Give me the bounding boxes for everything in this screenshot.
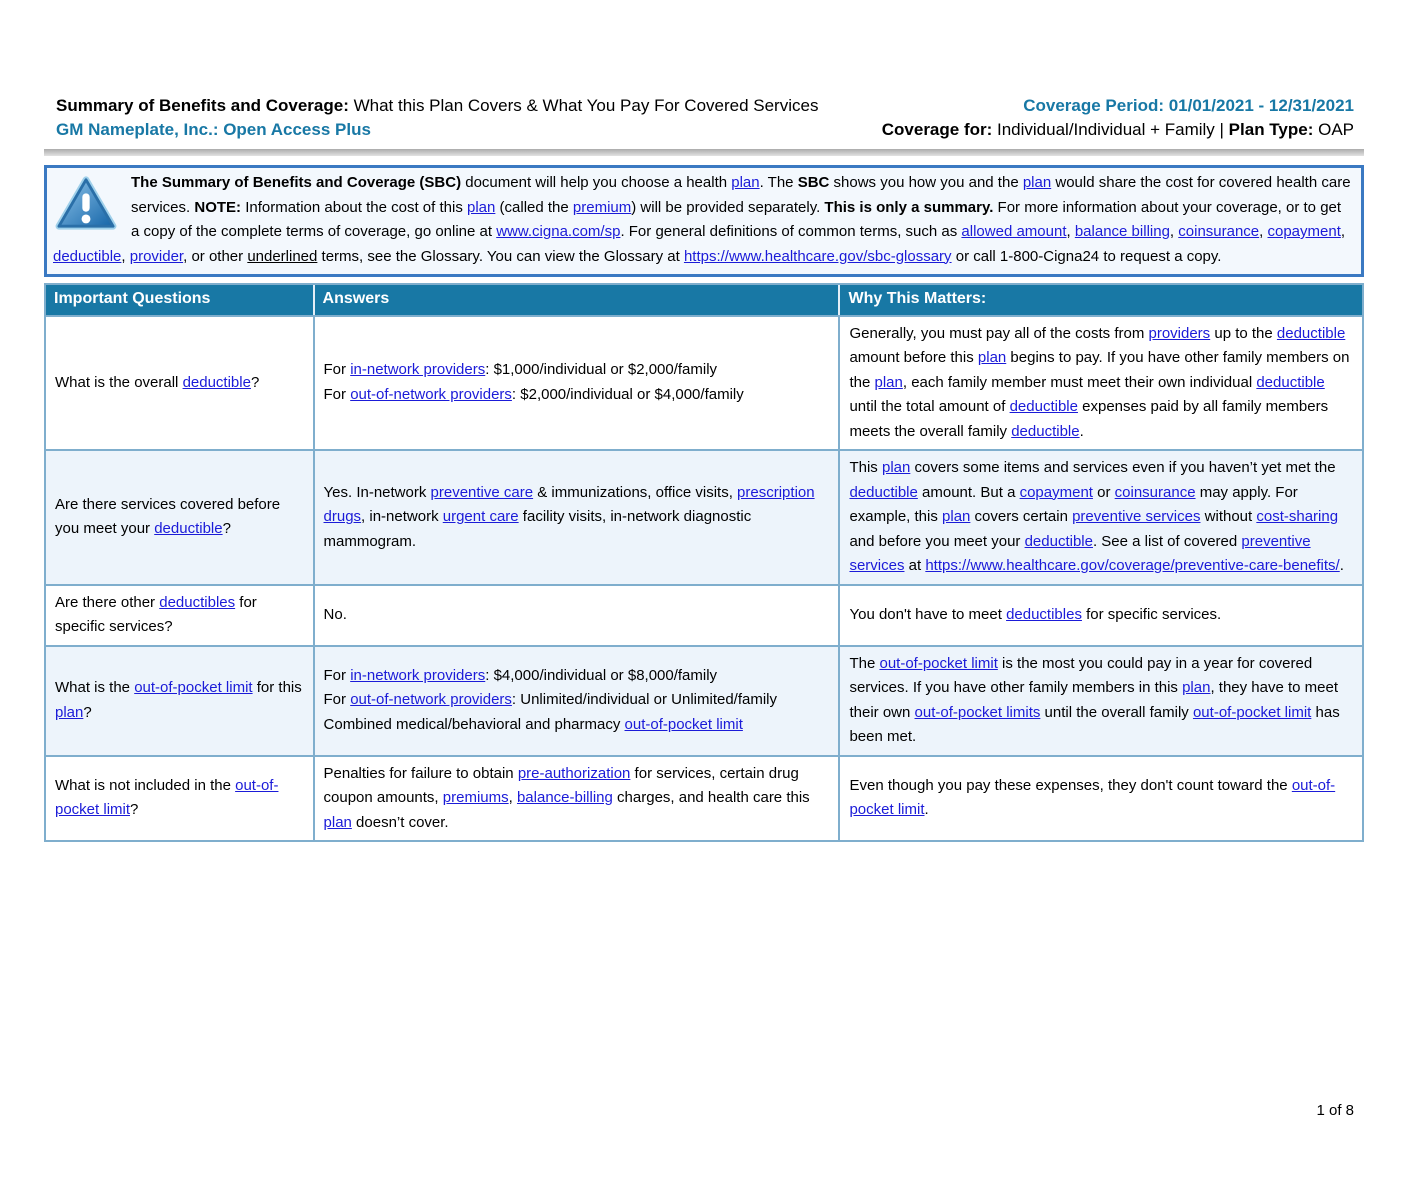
answer-cell <box>313 645 839 755</box>
term-link[interactable]: out-of-network providers <box>350 385 512 403</box>
text-segment: : $4,000/individual or $8,000/family <box>485 666 718 684</box>
term-link[interactable]: preventive care <box>430 483 534 501</box>
text-segment: facility visits, in-network diagnostic mammogram. <box>323 508 752 550</box>
text-segment: . <box>1339 557 1344 574</box>
text-segment: Combined medical/behavioral and pharmacy <box>323 715 625 733</box>
text-segment: . For general definitions of common terms, such as <box>620 223 962 240</box>
benefits-table-body <box>46 315 1362 841</box>
term-link[interactable]: deductible <box>849 483 918 501</box>
text-segment: No. <box>323 605 347 623</box>
notice-box <box>44 165 1364 277</box>
text-segment: , <box>1340 223 1346 240</box>
term-link[interactable]: copayment <box>1267 223 1341 240</box>
text-segment: , or other <box>183 247 248 265</box>
table-row <box>46 755 1362 841</box>
term-link[interactable]: plan <box>874 373 903 391</box>
term-link[interactable]: www.cigna.com/sp <box>496 223 621 240</box>
term-link[interactable]: balance-billing <box>516 789 613 806</box>
text-segment: ? <box>130 801 139 819</box>
table-header-row <box>46 285 1362 315</box>
text-segment: What is the overall <box>55 373 183 391</box>
term-link[interactable]: coinsurance <box>1178 223 1260 240</box>
text-segment: document will help you choose a health <box>461 174 732 191</box>
column-header-answers: Answers <box>313 285 839 315</box>
text-segment: Coverage Period: 01/01/2021 - 12/31/2021 <box>1023 96 1354 115</box>
text-segment: ? <box>250 373 260 391</box>
term-link[interactable]: deductibles <box>1006 605 1082 623</box>
text-segment: : $1,000/individual or $2,000/family <box>485 361 718 379</box>
why-cell <box>838 645 1362 755</box>
benefits-table <box>44 283 1364 842</box>
text-segment: or call 1-800-Cigna24 to request a copy. <box>951 247 1222 265</box>
question-cell <box>46 449 313 584</box>
text-segment: terms, see the Glossary. You can view the Glossary at <box>317 247 684 265</box>
term-link[interactable]: preventive services <box>1072 508 1201 525</box>
text-segment: expenses paid by all family members meets the overall family <box>849 398 1329 440</box>
term-link[interactable]: plan <box>881 459 911 476</box>
page-title <box>56 94 818 118</box>
why-cell <box>838 449 1362 584</box>
term-link[interactable]: plan <box>1022 174 1052 191</box>
text-segment: For <box>323 361 351 379</box>
text-segment: has been met. <box>849 703 1340 745</box>
text-segment: The <box>849 654 880 672</box>
text-segment: until the total amount of <box>849 398 1010 415</box>
term-link[interactable]: deductible <box>1009 398 1078 415</box>
term-link[interactable]: out-of-pocket limit <box>134 679 253 696</box>
warning-triangle-icon <box>55 174 117 232</box>
text-segment: Summary of Benefits and Coverage: <box>56 96 349 115</box>
term-link[interactable]: providers <box>1148 324 1211 342</box>
text-segment: ? <box>222 520 231 538</box>
term-link[interactable]: out-of-pocket limit <box>624 715 743 733</box>
text-segment: : Unlimited/individual or Unlimited/family <box>511 691 778 709</box>
term-link[interactable]: copayment <box>1019 483 1093 501</box>
text-segment: without <box>1200 508 1257 525</box>
table-row <box>46 645 1362 755</box>
term-link[interactable]: plan <box>977 349 1007 366</box>
term-link[interactable]: deductible <box>1276 324 1346 342</box>
text-segment: Are there other <box>55 593 160 611</box>
term-link[interactable]: deductibles <box>159 593 236 611</box>
text-segment: For <box>323 691 351 709</box>
term-link[interactable]: out-of-pocket limit <box>55 776 279 819</box>
text-segment: What is not included in the <box>55 776 236 794</box>
text-segment: , <box>121 247 130 265</box>
text-segment: This <box>849 459 882 476</box>
text-segment: What this Plan Covers & What You Pay For Covered Services <box>348 96 819 115</box>
text-segment: begins to pay. If you have other family members on the <box>849 349 1350 391</box>
text-segment: For more information about your coverage, or to get a copy of the complete terms of coverage, go online at <box>131 198 1342 240</box>
text-segment: up to the <box>1210 324 1277 342</box>
text-segment: and before you meet your <box>849 532 1025 550</box>
text-segment: or <box>1092 483 1115 501</box>
text-segment: For <box>323 385 351 403</box>
table-row <box>46 315 1362 450</box>
text-segment: covers some items and services even if you haven’t yet met the <box>910 459 1336 476</box>
term-link[interactable]: deductible <box>154 520 223 538</box>
term-link[interactable]: urgent care <box>442 508 519 525</box>
text-segment: , each family member must meet their own individual <box>902 373 1257 391</box>
term-link[interactable]: https://www.healthcare.gov/coverage/preventive-care-benefits/ <box>925 557 1340 574</box>
text-segment: shows you how you and the <box>829 174 1023 191</box>
coverage-period <box>882 94 1354 118</box>
term-link[interactable]: deductible <box>1011 422 1080 440</box>
answer-cell <box>313 755 839 841</box>
text-segment: for services, certain drug coupon amounts, <box>323 764 799 806</box>
text-segment: covers certain <box>970 508 1073 525</box>
table-row <box>46 449 1362 584</box>
term-link[interactable]: plan <box>323 813 352 831</box>
text-segment: Even though you pay these expenses, they don't count toward the <box>849 776 1292 794</box>
text-segment: for this <box>252 679 302 696</box>
text-segment: OAP <box>1313 120 1354 139</box>
text-segment: . <box>1079 422 1084 440</box>
text-segment: . The <box>759 174 798 191</box>
text-segment: Individual/Individual + Family | <box>997 120 1229 139</box>
answer-cell <box>313 584 839 645</box>
text-segment: may apply. For example, this <box>849 483 1298 525</box>
term-link[interactable]: out-of-pocket limit <box>1192 703 1312 721</box>
text-segment: The Summary of Benefits and Coverage (SBC) <box>131 174 462 191</box>
term-link[interactable]: plan <box>942 508 971 525</box>
text-segment: amount. But a <box>917 483 1020 501</box>
notice-text <box>53 171 1351 269</box>
text-segment: , <box>1259 223 1268 240</box>
why-cell <box>838 315 1362 450</box>
text-segment: until the overall family <box>1040 703 1193 721</box>
term-link[interactable]: prescription drugs <box>323 483 815 525</box>
text-segment: underlined <box>247 247 318 265</box>
text-segment: Plan Type: <box>1228 120 1314 139</box>
table-row <box>46 584 1362 645</box>
text-segment: Yes. In-network <box>323 483 431 501</box>
text-segment: . <box>924 801 929 819</box>
text-segment: This is only a summary. <box>824 198 994 216</box>
term-link[interactable]: deductible <box>53 247 122 265</box>
document-header <box>44 94 1364 142</box>
question-cell <box>46 315 313 450</box>
header-divider <box>44 149 1364 156</box>
term-link[interactable]: plan <box>1182 679 1211 696</box>
text-segment: NOTE: <box>194 198 242 216</box>
header-left <box>56 94 818 142</box>
text-segment: & immunizations, office visits, <box>533 483 738 501</box>
term-link[interactable]: cost-sharing <box>1256 508 1339 525</box>
term-link[interactable]: deductible <box>182 373 251 391</box>
text-segment: SBC <box>797 174 830 191</box>
text-segment: charges, and health care this <box>612 789 810 806</box>
term-link[interactable]: allowed amount <box>961 223 1067 240</box>
text-segment: would share the cost for covered health care services. <box>131 174 1351 216</box>
text-segment: Generally, you must pay all of the costs from <box>849 324 1149 342</box>
term-link[interactable]: deductible <box>1256 373 1325 391</box>
text-segment: ? <box>83 703 92 721</box>
why-cell <box>838 584 1362 645</box>
text-segment: (called the <box>495 198 573 216</box>
term-link[interactable]: coinsurance <box>1114 483 1196 501</box>
term-link[interactable]: out-of-pocket limit <box>849 776 1336 819</box>
term-link[interactable]: https://www.healthcare.gov/sbc-glossary <box>683 247 952 265</box>
coverage-for <box>882 118 1354 142</box>
why-cell <box>838 755 1362 841</box>
column-header-why-this-matters: Why This Matters: <box>838 285 1362 315</box>
sbc-page <box>0 94 1408 842</box>
answer-cell <box>313 315 839 450</box>
term-link[interactable]: out-of-pocket limit <box>879 654 998 672</box>
header-right <box>882 94 1354 142</box>
text-segment: doesn’t cover. <box>351 813 449 831</box>
term-link[interactable]: in-network providers <box>350 361 486 379</box>
text-segment: Penalties for failure to obtain <box>323 764 518 782</box>
page-number: 1 of 8 <box>1316 1102 1354 1119</box>
text-segment: You don't have to meet <box>849 605 1007 623</box>
term-link[interactable]: deductible <box>1024 532 1093 550</box>
text-segment: , <box>508 789 517 806</box>
text-segment: Information about the cost of this <box>241 198 467 216</box>
term-link[interactable]: premiums <box>442 789 509 806</box>
text-segment: Are there services covered before you meet your <box>55 495 281 538</box>
text-segment: , <box>1066 223 1075 240</box>
plan-name: GM Nameplate, Inc.: Open Access Plus <box>56 120 371 139</box>
text-segment: amount before this <box>849 349 978 366</box>
term-link[interactable]: plan <box>467 198 496 216</box>
text-segment: : $2,000/individual or $4,000/family <box>511 385 744 403</box>
text-segment: at <box>904 557 926 574</box>
term-link[interactable]: premium <box>572 198 632 216</box>
term-link[interactable]: provider <box>129 247 184 265</box>
text-segment: . See a list of covered <box>1092 532 1242 550</box>
text-segment: ) will be provided separately. <box>631 198 825 216</box>
text-segment: is the most you could pay in a year for covered services. If you have other family members in this <box>849 654 1313 696</box>
term-link[interactable]: pre-authorization <box>517 764 631 782</box>
term-link[interactable]: out-of-pocket limits <box>914 703 1041 721</box>
question-cell <box>46 645 313 755</box>
text-segment: What is the <box>55 679 135 696</box>
term-link[interactable]: in-network providers <box>350 666 486 684</box>
text-segment: , <box>1169 223 1179 240</box>
text-segment: Coverage for: <box>881 120 997 139</box>
column-header-important-questions: Important Questions <box>46 285 313 315</box>
term-link[interactable]: balance billing <box>1074 223 1170 240</box>
term-link[interactable]: preventive services <box>849 532 1311 574</box>
text-segment: , in-network <box>361 508 443 525</box>
text-segment: For <box>323 666 351 684</box>
text-segment: for specific services. <box>1081 605 1222 623</box>
answer-cell <box>313 449 839 584</box>
term-link[interactable]: out-of-network providers <box>350 691 512 709</box>
term-link[interactable]: plan <box>55 703 84 721</box>
question-cell <box>46 755 313 841</box>
text-segment: , they have to meet their own <box>849 679 1339 721</box>
term-link[interactable]: plan <box>731 174 760 191</box>
question-cell <box>46 584 313 645</box>
text-segment: for specific services? <box>55 593 257 635</box>
